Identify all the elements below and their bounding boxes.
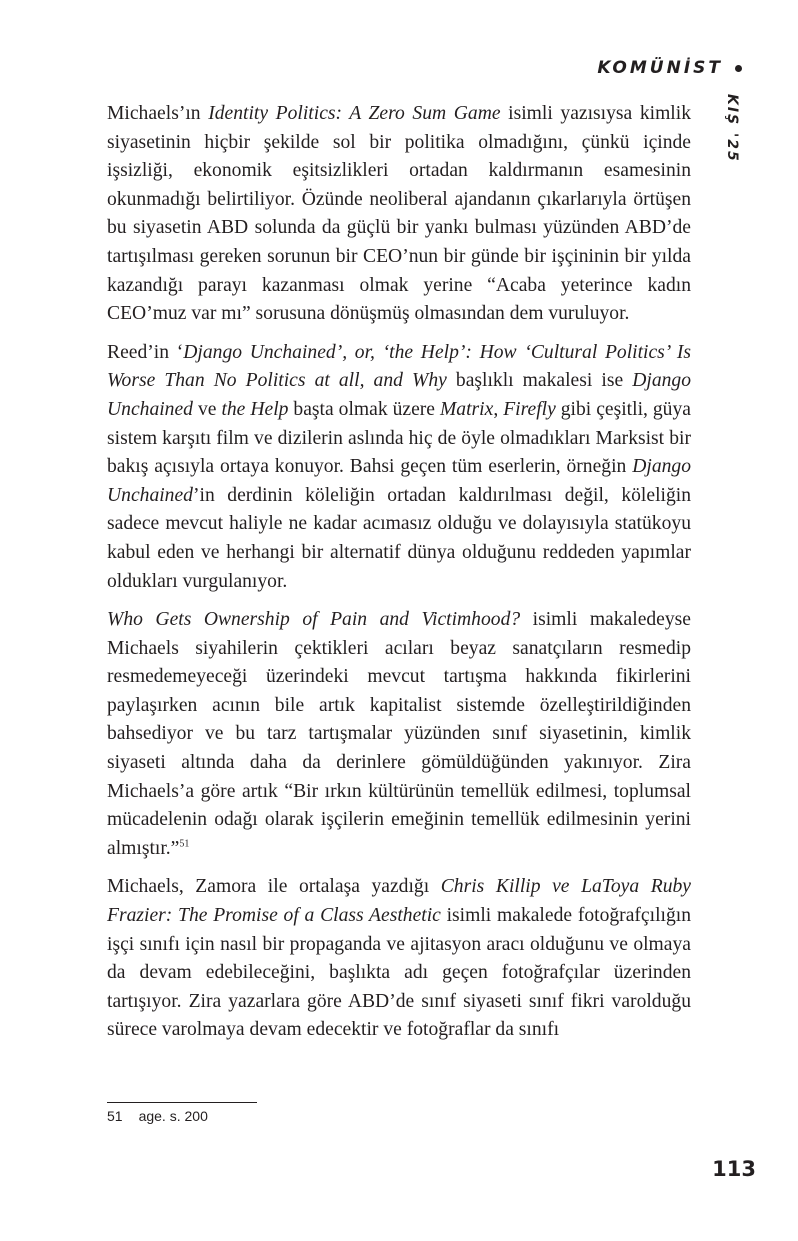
italic-title: Who Gets Ownership of Pain and Victimhood? [107,609,521,631]
footnote-reference: 51 [179,838,190,850]
text-run: , [493,398,504,420]
body-text [107,100,691,1055]
text-run: isimli makalede fotoğrafçılığın işçi sınıfı için nasıl bir propaganda ve ajitasyon aracı olduğunu ve olmaya da devam edebileceğini, başlıkta adı geçen fotoğrafçılar üzerinden tartışıyor. Zira yazarlara göre ABD’de sınıf siyaseti sınıf fikri varolduğu sürece varolmaya devam edecektir ve fotoğraflar da sınıfı [107,905,691,1041]
text-run: isimli yazısıysa kimlik siyasetinin hiçbir şekilde sol bir politika olmadığını, çünkü içinde işsizliği, ekonomik eşitsizlikleri ortadan kaldırmanın esamesinin okunmadığı belirtiliyor. Özünde neoliberal ajandanın çıkarlarıyla örtüşen bu siyasetin ABD solunda da güçlü bir yankı bulması yüzünden ABD’de tartışılması gereken sorunun bir CEO’nun bir günde bir işçininin bir yılda kazandığı parayı kazanması olmak yerine “Acaba yeterince kadın CEO’muz var mı” sorusuna dönüşmüş olmasından dem vuruluyor. [107,103,691,325]
paragraph [107,873,691,1045]
italic-title: Firefly [503,398,556,420]
text-run: gibi çeşitli, güya sistem karşıtı film ve dizilerin aslında hiç de öyle olmadıkları Marksist bir bakış açısıyla ortaya konuyor. Bahsi geçen tüm eserlerin, örneğin [107,398,691,478]
footnote-number: 51 [107,1108,123,1124]
journal-name: KOMÜNİST [597,58,723,78]
text-run: başta olmak üzere [288,398,440,420]
text-run: Michaels’ın [107,103,209,124]
italic-title: Django Unchained’, or, ‘the Help’: How ‘Cultural Politics’ Is Worse Than No Politics at all, and Why [107,341,692,392]
italic-title: Matrix [439,398,494,420]
text-run: Reed’in ‘ [107,341,184,363]
paragraph [107,100,691,329]
bullet-dot-icon [735,65,742,72]
italic-title: Django Unchained [107,370,691,420]
paragraph [107,339,691,596]
issue-label: KIŞ '25 [724,94,740,163]
text-run: başlıklı makalesi ise [446,370,633,392]
text-run: ve [192,398,222,420]
text-run: ’in derdinin köleliğin ortadan kaldırılması değil, köleliğin sadece mevcut haliyle ne kadar acımasız olduğu ve dolayısıyla statükoyu kabul eden ve herhangi bir alternatif dünya olduğunu reddeden yapımlar oldukları vurgulanıyor. [107,484,691,592]
paragraph [107,606,691,863]
page-number: 113 [712,1157,756,1181]
text-run: isimli makaledeyse Michaels siyahilerin çektikleri acıları beyaz sanatçıların resmedip resmedemeyeceği üzerindeki mevcut tartışma hakkında fikirlerini paylaşırken acının bile artık kapitalist sistemde özelleştirildiğinden bahsediyor ve bu tarz tartışmalar yüzünden sınıf siyasetinin, kimlik siyaseti altında daha da derinlere gömüldüğünden yakınıyor. Zira Michaels’a göre artık “Bir ırkın kültürünün temellük edilmesi, toplumsal mücadelenin odağı olarak işçilerin emeğinin temellük edilmesinin yerini almıştır.” [107,609,691,859]
footnote [107,1108,208,1124]
running-head [597,58,742,78]
italic-title: the Help [221,398,289,420]
footnote-divider [107,1102,257,1103]
italic-title: Identity Politics: A Zero Sum Game [208,103,501,124]
italic-title: Chris Killip ve LaToya Ruby Frazier: The Promise of a Class Aesthetic [107,876,691,927]
text-run: Michaels, Zamora ile ortalaşa yazdığı [107,876,441,898]
footnote-text: age. s. 200 [138,1108,208,1124]
italic-title: Django Unchained [107,456,691,506]
